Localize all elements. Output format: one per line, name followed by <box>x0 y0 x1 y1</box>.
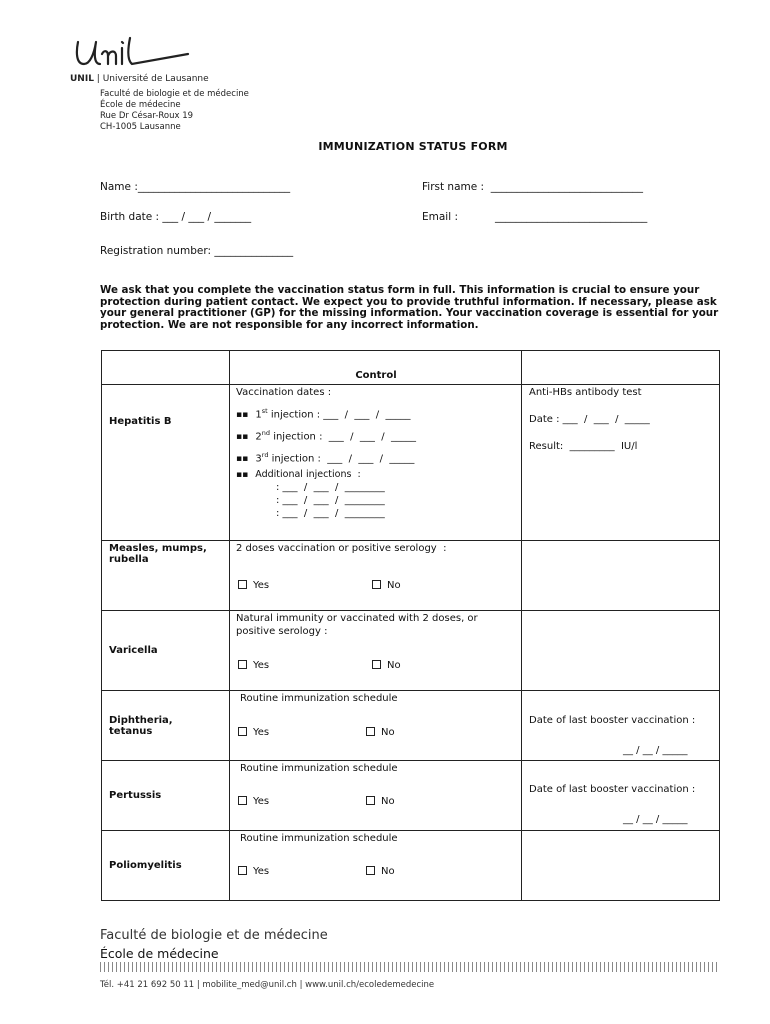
table-row-mmr <box>102 541 720 611</box>
hepb-additional-injections: ▪▪ Additional injections : <box>236 469 361 480</box>
hepb-antibody-date[interactable]: Date : ___ / ___ / _____ <box>529 414 650 425</box>
address-block <box>100 89 249 133</box>
header-empty-cell <box>522 351 720 385</box>
checkbox-icon <box>238 580 247 589</box>
hepb-vaccination-dates: Vaccination dates : <box>236 387 332 398</box>
hepb-additional-line[interactable]: : ___ / ___ / ________ <box>276 482 385 493</box>
dt-schedule: Routine immunization schedule <box>240 693 398 704</box>
checkbox-icon <box>238 660 247 669</box>
university-line: UNIL | Université de Lausanne <box>70 74 209 84</box>
dt-booster-date[interactable]: __ / __ / _____ <box>623 745 688 756</box>
birth-date-field[interactable]: Birth date : ___ / ___ / _______ <box>100 211 252 223</box>
table-row-diphtheria-tetanus <box>102 691 720 761</box>
checkbox-icon <box>366 866 375 875</box>
hepb-antibody-cell <box>522 385 720 541</box>
hepb-injection-2[interactable]: ▪▪ 2nd injection : ___ / ___ / _____ <box>236 429 416 443</box>
header-empty-cell <box>102 351 230 385</box>
form-title: IMMUNIZATION STATUS FORM <box>318 140 508 153</box>
pertussis-no-checkbox[interactable]: No <box>366 796 395 807</box>
table-header-row <box>102 351 720 385</box>
address-line: CH-1005 Lausanne <box>100 122 181 132</box>
dt-yes-checkbox[interactable]: Yes <box>238 727 269 738</box>
email-field[interactable]: _____________________________ <box>495 211 648 223</box>
footer-contact: Tél. +41 21 692 50 11 | mobilite_med@unil.ch | www.unil.ch/ecoledemedecine <box>100 980 435 990</box>
pertussis-schedule: Routine immunization schedule <box>240 763 398 774</box>
footer-tick-rule <box>100 962 720 972</box>
mmr-no-checkbox[interactable]: No <box>372 580 401 591</box>
polio-yes-checkbox[interactable]: Yes <box>238 866 269 877</box>
varicella-question: positive serology : <box>236 626 328 637</box>
hepb-additional-line[interactable]: : ___ / ___ / ________ <box>276 508 385 519</box>
row-label-varicella: Varicella <box>102 611 230 691</box>
unil-logo <box>70 34 190 74</box>
intro-paragraph: We ask that you complete the vaccination status form in full. This information is crucial to ensure your protection during patient contact. We expect you to provide truthful information. If necessary, please ask your general practitioner (GP) for the missing information. Your vaccination coverage is essential for your protection. We are not responsible for any incorrect information. <box>100 284 719 331</box>
bullet-icon: ▪▪ <box>236 470 249 480</box>
mmr-yes-checkbox[interactable]: Yes <box>238 580 269 591</box>
hepb-additional-line[interactable]: : ___ / ___ / ________ <box>276 495 385 506</box>
polio-control-cell <box>230 831 522 901</box>
dt-booster-label: Date of last booster vaccination : <box>529 715 696 726</box>
address-line: Rue Dr César-Roux 19 <box>100 111 194 121</box>
varicella-no-checkbox[interactable]: No <box>372 660 401 671</box>
polio-empty-cell <box>522 831 720 901</box>
pertussis-booster-date[interactable]: __ / __ / _____ <box>623 814 688 825</box>
table-row-varicella <box>102 611 720 691</box>
row-label-diphtheria-tetanus: Diphtheria, tetanus <box>102 691 230 761</box>
uni-short: UNIL <box>70 74 94 84</box>
address-line: Faculté de biologie et de médecine <box>100 89 249 99</box>
first-name-field[interactable]: First name : _____________________________ <box>422 181 644 193</box>
polio-schedule: Routine immunization schedule <box>240 833 398 844</box>
row-label-mmr: Measles, mumps, rubella <box>102 541 230 611</box>
immunization-table <box>101 350 720 901</box>
table-row-pertussis <box>102 761 720 831</box>
varicella-empty-cell <box>522 611 720 691</box>
email-label: Email : <box>422 211 459 223</box>
pertussis-yes-checkbox[interactable]: Yes <box>238 796 269 807</box>
hepb-control-cell <box>230 385 522 541</box>
varicella-control-cell <box>230 611 522 691</box>
row-label-pertussis: Pertussis <box>102 761 230 831</box>
control-header: Control <box>355 370 397 381</box>
control-header-cell <box>230 351 522 385</box>
polio-no-checkbox[interactable]: No <box>366 866 395 877</box>
mmr-empty-cell <box>522 541 720 611</box>
bullet-icon: ▪▪ <box>236 454 249 465</box>
checkbox-icon <box>366 727 375 736</box>
address-line: École de médecine <box>100 100 181 110</box>
hepb-injection-1[interactable]: ▪▪ 1st injection : ___ / ___ / _____ <box>236 407 411 421</box>
footer-school: École de médecine <box>100 946 219 961</box>
dt-no-checkbox[interactable]: No <box>366 727 395 738</box>
varicella-question: Natural immunity or vaccinated with 2 doses, or <box>236 613 478 624</box>
hepb-injection-3[interactable]: ▪▪ 3rd injection : ___ / ___ / _____ <box>236 451 415 465</box>
uni-name: Université de Lausanne <box>102 74 209 84</box>
footer-faculty: Faculté de biologie et de médecine <box>100 928 328 943</box>
dt-control-cell <box>230 691 522 761</box>
registration-field[interactable]: Registration number: _______________ <box>100 245 294 257</box>
name-field[interactable]: Name :_____________________________ <box>100 181 291 193</box>
pertussis-booster-label: Date of last booster vaccination : <box>529 784 696 795</box>
varicella-yes-checkbox[interactable]: Yes <box>238 660 269 671</box>
row-label-hepatitis-b: Hepatitis B <box>102 385 230 541</box>
dt-booster-cell <box>522 691 720 761</box>
bullet-icon: ▪▪ <box>236 410 249 421</box>
row-label-poliomyelitis: Poliomyelitis <box>102 831 230 901</box>
checkbox-icon <box>372 660 381 669</box>
checkbox-icon <box>238 727 247 736</box>
checkbox-icon <box>238 866 247 875</box>
bullet-icon: ▪▪ <box>236 432 249 443</box>
table-row-poliomyelitis <box>102 831 720 901</box>
hepb-antibody-test: Anti-HBs antibody test <box>529 387 642 398</box>
mmr-control-cell <box>230 541 522 611</box>
checkbox-icon <box>372 580 381 589</box>
pertussis-booster-cell <box>522 761 720 831</box>
table-row-hepatitis-b <box>102 385 720 541</box>
hepb-antibody-result[interactable]: Result: _________ IU/l <box>529 441 638 452</box>
pertussis-control-cell <box>230 761 522 831</box>
mmr-question: 2 doses vaccination or positive serology : <box>236 543 447 554</box>
checkbox-icon <box>366 796 375 805</box>
checkbox-icon <box>238 796 247 805</box>
